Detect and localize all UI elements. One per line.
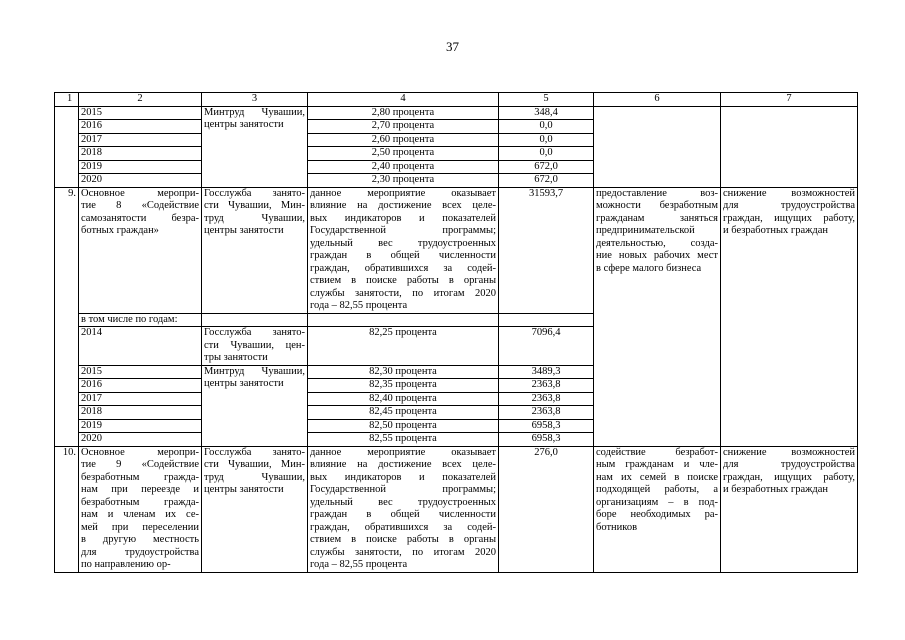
measure-row (55, 446, 858, 572)
header-cell: 4 (308, 93, 499, 107)
result-cell-line: ботников (596, 521, 638, 533)
indicator-cell: 82,40 процента (308, 392, 499, 406)
consequence-cell-line: для трудоустройства (723, 200, 855, 211)
executor-cell-line: сти Чувашии, Мин- (204, 200, 305, 211)
year-cell: 2017 (79, 133, 202, 147)
indicator-cell-line: граждан, обратившихся за содей- (310, 521, 496, 533)
by-years-label: в том числе по годам: (79, 313, 202, 327)
item-number: 10. (55, 446, 79, 572)
header-cell: 3 (202, 93, 308, 107)
indicator-cell-line: Государственной программы; (310, 484, 496, 495)
header-cell: 1 (55, 93, 79, 107)
indicator-cell-line: вых индикаторов и показателей (310, 471, 496, 483)
indicator-cell-line: данное мероприятие оказывает (310, 187, 496, 199)
result-cell-line: боре необходимых ра- (596, 509, 718, 520)
executor-cell-line: центры занятости (204, 484, 284, 495)
measure-name-cell-line: ботных граждан» (81, 225, 159, 236)
executor-cell-line: центры занятости (204, 378, 284, 389)
year-cell: 2018 (79, 147, 202, 161)
year-cell: 2019 (79, 160, 202, 174)
indicator-cell: 2,60 процента (308, 133, 499, 147)
indicator-cell-line: данное мероприятие оказывает (310, 446, 496, 458)
measure-name-cell-line: мей при переселении (81, 521, 199, 533)
measure-name-cell-line: нам при переезде и (81, 484, 199, 495)
amount-cell: 2363,8 (499, 406, 594, 420)
result-cell-line: предпринимательской (596, 225, 695, 236)
indicator-cell: 82,50 процента (308, 419, 499, 433)
indicator-cell (308, 446, 499, 572)
header-cell: 2 (79, 93, 202, 107)
executor-cell-line: сти Чувашии, Мин- (204, 459, 305, 470)
result-cell-line: содействие безработ- (596, 446, 718, 458)
measure-name-cell-line: безработным гражда- (81, 471, 199, 483)
measure-name-cell-line: для трудоустройства (81, 546, 199, 558)
amount-cell: 6958,3 (499, 419, 594, 433)
executor-cell-line: Госслужба занято- (204, 187, 305, 199)
indicator-cell-line: ствием в поиске работы в органы (310, 275, 496, 286)
indicator-cell: 2,50 процента (308, 147, 499, 161)
indicator-cell-line: граждан, обратившихся за содей- (310, 262, 496, 274)
executor-cell-line: Госслужба занято- (204, 327, 305, 338)
result-cell-empty (594, 106, 721, 187)
executor-cell-line: центры занятости (204, 225, 284, 236)
indicator-cell: 82,55 процента (308, 433, 499, 447)
result-cell-line: в сфере малого бизнеса (596, 262, 702, 274)
year-cell: 2019 (79, 419, 202, 433)
amount-cell: 0,0 (499, 147, 594, 161)
executor-cell-line: труд Чувашии, (204, 212, 305, 224)
item-number: 9. (55, 187, 79, 446)
consequence-cell (721, 187, 858, 446)
consequence-cell-line: и безработных граждан (723, 225, 828, 236)
indicator-cell-line: вых индикаторов и показателей (310, 212, 496, 224)
indicator-cell (308, 187, 499, 313)
measure-name-cell-line: самозанятости безра- (81, 212, 199, 224)
measure-name-cell-line: нам и членам их се- (81, 509, 199, 520)
result-cell-line: деятельностью, созда- (596, 237, 718, 249)
indicator-cell: 82,25 процента (308, 327, 499, 366)
indicator-cell-line: удельный вес трудоустроенных (310, 496, 496, 508)
indicator-cell-empty (308, 313, 499, 327)
result-cell (594, 446, 721, 572)
indicator-cell-line: года – 82,55 процента (310, 559, 408, 570)
amount-cell: 7096,4 (499, 327, 594, 366)
measure-name-cell-line: по направлению ор- (81, 559, 171, 570)
num-cell-empty (55, 106, 79, 187)
year-row (55, 106, 858, 120)
executor-cell-line: Минтруд Чувашии, (204, 365, 305, 377)
indicator-cell: 82,45 процента (308, 406, 499, 420)
amount-cell: 31593,7 (499, 187, 594, 313)
indicator-cell: 2,80 процента (308, 106, 499, 120)
executor-cell-line: труд Чувашии, (204, 471, 305, 483)
year-cell: 2020 (79, 433, 202, 447)
consequence-cell-line: граждан, ищущих работу, (723, 212, 855, 224)
measure-row (55, 187, 858, 313)
year-cell: 2014 (79, 327, 202, 366)
indicator-cell-line: граждан в общей численности (310, 509, 496, 520)
executor-cell-line: сти Чувашии, цен- (204, 339, 305, 351)
result-cell (594, 187, 721, 446)
amount-cell: 0,0 (499, 120, 594, 134)
amount-cell: 348,4 (499, 106, 594, 120)
result-cell-line: предоставление воз- (596, 187, 718, 199)
executor-cell (202, 187, 308, 313)
result-cell-line: можности безработным (596, 200, 718, 211)
indicator-cell: 82,35 процента (308, 379, 499, 393)
result-cell-line: подходящей работы, а (596, 484, 718, 495)
indicator-cell-line: службы занятости, по итогам 2020 (310, 546, 496, 558)
indicator-cell: 82,30 процента (308, 365, 499, 379)
executor-cell-line: Минтруд Чувашии, (204, 106, 305, 118)
header-cell: 5 (499, 93, 594, 107)
executor-cell (202, 446, 308, 572)
indicator-cell: 2,40 процента (308, 160, 499, 174)
amount-cell: 2363,8 (499, 379, 594, 393)
year-cell: 2016 (79, 120, 202, 134)
year-cell: 2016 (79, 379, 202, 393)
year-cell: 2020 (79, 174, 202, 188)
amount-cell: 2363,8 (499, 392, 594, 406)
amount-cell: 672,0 (499, 174, 594, 188)
executor-cell-empty (202, 313, 308, 327)
executor-cell (202, 327, 308, 366)
executor-cell-line: Госслужба занято- (204, 446, 305, 458)
indicator-cell-line: влияние на достижение всех целе- (310, 459, 496, 470)
result-cell-line: гражданам заняться (596, 212, 718, 224)
header-row (55, 93, 858, 107)
indicator-cell-line: граждан в общей численности (310, 250, 496, 261)
amount-cell-empty (499, 313, 594, 327)
consequence-cell-line: снижение возможностей (723, 187, 855, 199)
result-cell-line: ние новых рабочих мест (596, 250, 718, 261)
consequence-cell-empty (721, 106, 858, 187)
measure-name-cell-line: тие 8 «Содействие (81, 200, 199, 211)
consequence-cell-line: граждан, ищущих работу, (723, 471, 855, 483)
executor-cell (202, 365, 308, 446)
measure-name-cell-line: тие 9 «Содействие (81, 459, 199, 470)
result-cell-line: нам их семей в поиске (596, 471, 718, 483)
consequence-cell-line: для трудоустройства (723, 459, 855, 470)
measure-name-cell (79, 446, 202, 572)
result-cell-line: ным гражданам и чле- (596, 459, 718, 470)
indicator-cell: 2,70 процента (308, 120, 499, 134)
amount-cell: 3489,3 (499, 365, 594, 379)
year-cell: 2015 (79, 365, 202, 379)
year-cell: 2018 (79, 406, 202, 420)
measure-name-cell-line: Основное меропри- (81, 187, 199, 199)
amount-cell: 672,0 (499, 160, 594, 174)
measure-name-cell-line: безработным гражда- (81, 496, 199, 508)
block-item8-years (55, 106, 858, 187)
consequence-cell (721, 446, 858, 572)
indicator-cell-line: Государственной программы; (310, 225, 496, 236)
program-table (54, 92, 858, 573)
page-number: 37 (446, 39, 459, 54)
indicator-cell-line: службы занятости, по итогам 2020 (310, 287, 496, 299)
measure-name-cell-line: в другую местность (81, 534, 199, 545)
amount-cell: 0,0 (499, 133, 594, 147)
indicator-cell-line: года – 82,55 процента (310, 300, 408, 311)
year-cell: 2015 (79, 106, 202, 120)
indicator-cell-line: удельный вес трудоустроенных (310, 237, 496, 249)
executor-cell-line: тры занятости (204, 352, 268, 363)
amount-cell: 6958,3 (499, 433, 594, 447)
indicator-cell-line: ствием в поиске работы в органы (310, 534, 496, 545)
executor-cell-line: центры занятости (204, 119, 284, 130)
header-cell: 6 (594, 93, 721, 107)
header-cell: 7 (721, 93, 858, 107)
consequence-cell-line: снижение возможностей (723, 446, 855, 458)
block-item9 (55, 187, 858, 446)
indicator-cell-line: влияние на достижение всех целе- (310, 200, 496, 211)
consequence-cell-line: и безработных граждан (723, 484, 828, 495)
measure-name-cell-line: Основное меропри- (81, 446, 199, 458)
executor-cell (202, 106, 308, 187)
block-item10 (55, 446, 858, 572)
measure-name-cell (79, 187, 202, 313)
indicator-cell: 2,30 процента (308, 174, 499, 188)
amount-cell: 276,0 (499, 446, 594, 572)
year-cell: 2017 (79, 392, 202, 406)
result-cell-line: организациям – в под- (596, 496, 718, 508)
